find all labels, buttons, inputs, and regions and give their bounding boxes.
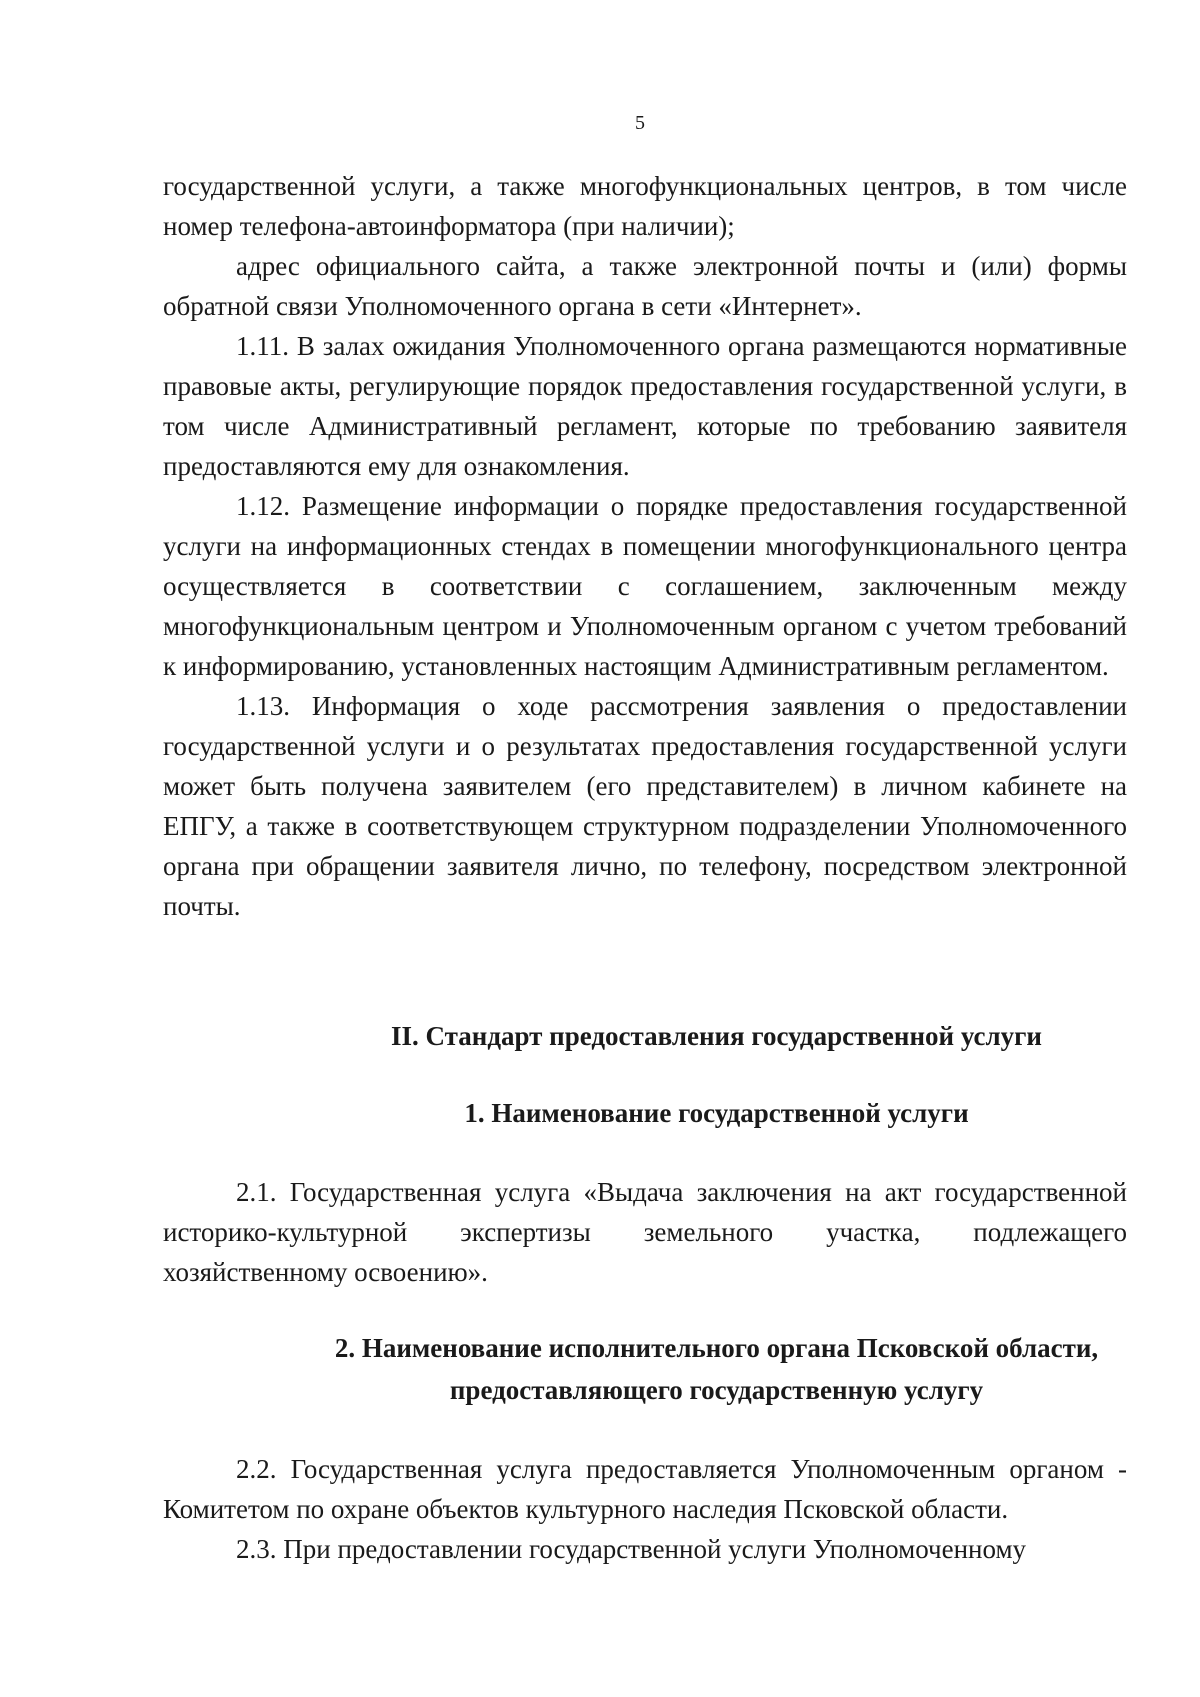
section-heading: II. Стандарт предоставления государственной услуги: [391, 1021, 1042, 1051]
paragraph-2-1: 2.1. Государственная услуга «Выдача заключения на акт государственной историко-культурной экспертизы земельного участка, подлежащего хозяйственному освоению».: [163, 1177, 1127, 1287]
paragraph-1-12: 1.12. Размещение информации о порядке предоставления государственной услуги на информационных стендах в помещении многофункционального центра осуществляется в соответствии с соглашением, заключенным между многофункциональным центром и Уполномоченным органом с учетом требований к информированию, установленных настоящим Административным регламентом.: [163, 491, 1127, 681]
paragraph: государственной услуги, а также многофункциональных центров, в том числе номер телефона-автоинформатора (при наличии);: [163, 171, 1127, 241]
paragraph-1-11: 1.11. В залах ожидания Уполномоченного органа размещаются нормативные правовые акты, регулирующие порядок предоставления государственной услуги, в том числе Административный регламент, которые по требованию заявителя предоставляются ему для ознакомления.: [163, 331, 1127, 481]
subsection-heading-2: [163, 1327, 1200, 1411]
paragraph-1-13: 1.13. Информация о ходе рассмотрения заявления о предоставлении государственной услуги и о результатах предоставления государственной услуги может быть получена заявителем (его представителем) в личном кабинете на ЕПГУ, а также в соответствующем структурном подразделении Уполномоченного органа при обращении заявителя лично, по телефону, посредством электронной почты.: [163, 691, 1127, 921]
paragraph-2-3: 2.3. При предоставлении государственной услуги Уполномоченному: [236, 1534, 1027, 1564]
paragraph-2-2: 2.2. Государственная услуга предоставляется Уполномоченным органом - Комитетом по охране объектов культурного наследия Псковской области.: [163, 1454, 1127, 1524]
subsection-heading-1: 1. Наименование государственной услуги: [464, 1098, 969, 1128]
page-number: 5: [635, 112, 645, 134]
subsection-heading-2-line-2: предоставляющего государственную услугу: [449, 1375, 984, 1405]
body-text-block: [163, 1172, 1127, 1292]
body-text-block: [163, 1449, 1127, 1569]
body-text-block: [163, 166, 1127, 926]
paragraph: адрес официального сайта, а также электронной почты и (или) формы обратной связи Уполномоченного органа в сети «Интернет».: [163, 251, 1127, 321]
subsection-heading-2-line-1: 2. Наименование исполнительного органа Псковской области,: [334, 1333, 1099, 1363]
